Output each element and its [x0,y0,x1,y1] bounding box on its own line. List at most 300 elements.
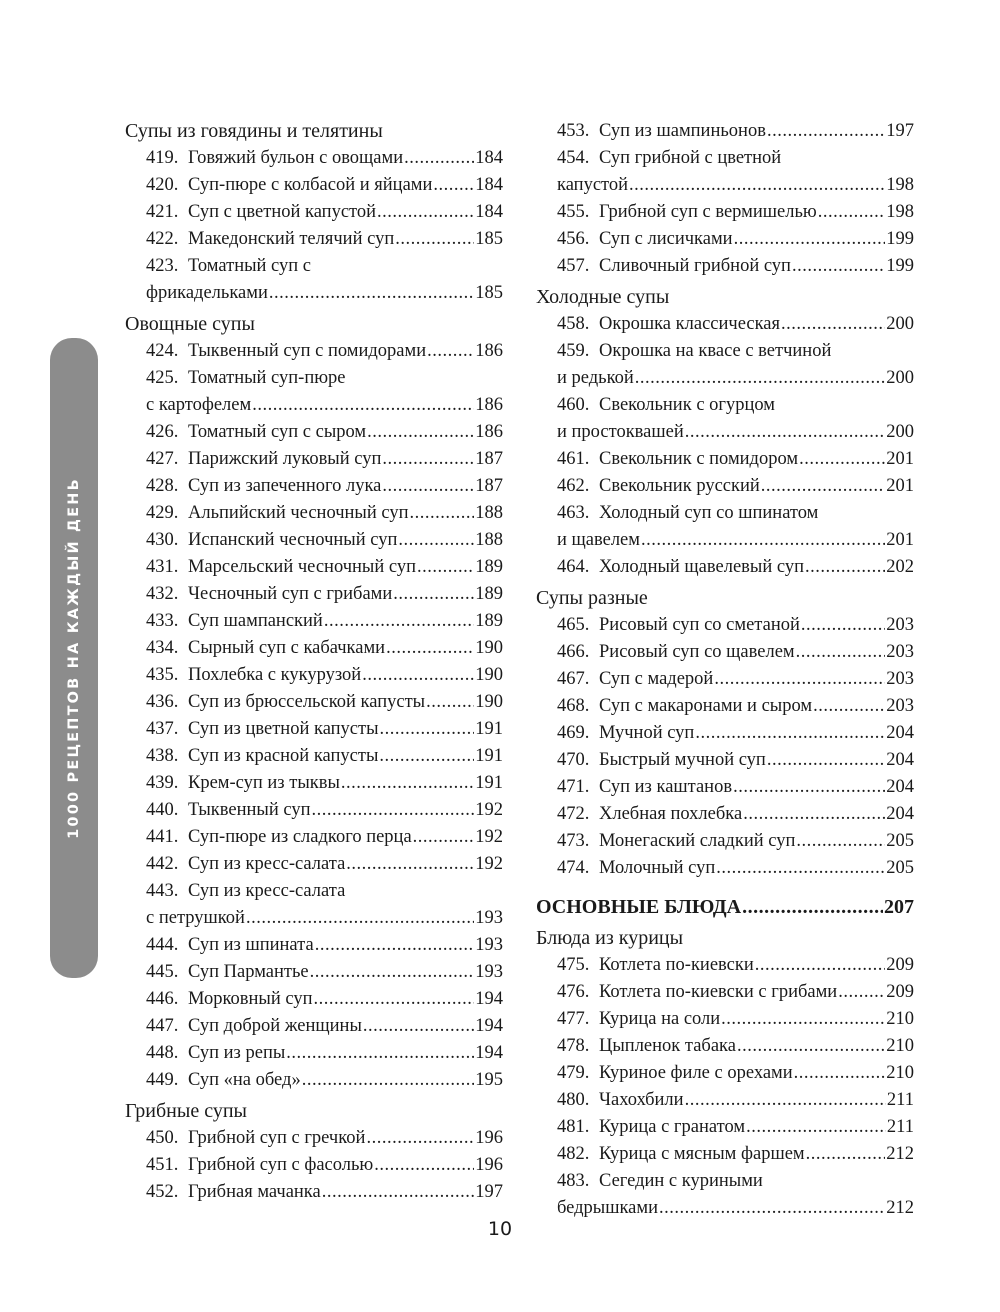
recipe-number: 443. [146,881,179,901]
page-ref: 188 [475,530,503,550]
toc-entry-line [146,716,503,743]
dot-leader [433,172,474,199]
recipe-number: 475. [557,955,590,975]
toc-entry [536,253,914,280]
recipe-title-continuation: и редькой [557,368,634,388]
toc-entry [125,419,503,446]
page-ref: 203 [886,669,914,689]
dot-leader [695,720,885,747]
recipe-number: 467. [557,669,590,689]
recipe-title: Парижский луковый суп [188,449,382,469]
recipe-number: 436. [146,692,179,712]
page-ref: 190 [475,665,503,685]
recipe-number: 466. [557,642,590,662]
recipe-number: 474. [557,858,590,878]
toc-entry [536,979,914,1006]
recipe-title-continuation: и простоквашей [557,422,684,442]
page-ref: 195 [475,1070,503,1090]
dot-leader [393,581,474,608]
toc-entry-line [557,774,914,801]
recipe-title: Свекольник русский [599,476,760,496]
recipe-title: Суп-пюре из сладкого перца [188,827,412,847]
side-tab [50,338,98,978]
dot-leader [404,145,474,172]
dot-leader [377,199,474,226]
toc-entry-line [557,855,914,882]
toc-entry [125,500,503,527]
toc-entry-line [146,824,503,851]
recipe-number: 458. [557,314,590,334]
page-ref: 201 [886,449,914,469]
chapter-title: ОСНОВНЫЕ БЛЮДА [536,896,742,918]
toc-entry [125,743,503,770]
recipe-number: 457. [557,256,590,276]
section-heading: Супы из говядины и телятины [125,120,383,142]
page-ref: 186 [475,422,503,442]
page-ref: 188 [475,503,503,523]
dot-leader [796,639,886,666]
dot-leader [767,118,885,145]
recipe-number: 442. [146,854,179,874]
recipe-number: 423. [146,256,179,276]
toc-entry-line [146,635,503,662]
recipe-number: 421. [146,202,179,222]
page-ref: 203 [886,642,914,662]
recipe-number: 432. [146,584,179,604]
page-ref: 190 [475,638,503,658]
toc-entry-line [146,253,503,280]
toc-entry [536,639,914,666]
toc-entry [125,1125,503,1152]
toc-entry [125,172,503,199]
toc-entry [125,986,503,1013]
recipe-number: 480. [557,1090,590,1110]
toc-entry-line [557,392,914,419]
dot-leader [761,473,885,500]
recipe-number: 476. [557,982,590,1002]
toc-entry [536,801,914,828]
toc-entry-line [557,1006,914,1033]
toc-entry [536,1114,914,1141]
recipe-number: 483. [557,1171,590,1191]
dot-leader [380,716,475,743]
toc-entry [125,554,503,581]
recipe-title: Свекольник с помидором [599,449,799,469]
toc-column-left [125,118,503,1206]
toc-entry [536,1168,914,1222]
toc-entry-line [146,172,503,199]
page-ref: 203 [886,696,914,716]
toc-entry-line [557,500,914,527]
recipe-number: 439. [146,773,179,793]
toc-entry-line [146,1125,503,1152]
toc-entry [125,199,503,226]
page-ref: 199 [886,256,914,276]
recipe-number: 464. [557,557,590,577]
dot-leader [746,1114,886,1141]
recipe-number: 420. [146,175,179,195]
dot-leader [743,801,885,828]
dot-leader [366,1125,474,1152]
dot-leader [386,635,474,662]
toc-entry-line [146,527,503,554]
toc-entry-line [557,419,914,446]
page-ref: 186 [475,395,503,415]
toc-entry [536,1087,914,1114]
recipe-title: Крем-суп из тыквы [188,773,340,793]
recipe-number: 454. [557,148,590,168]
toc-entry-line [146,554,503,581]
page-ref: 210 [886,1036,914,1056]
recipe-number: 437. [146,719,179,739]
dot-leader [801,612,885,639]
recipe-number: 445. [146,962,179,982]
page-ref: 187 [475,449,503,469]
recipe-title-continuation: фрикадельками [146,283,268,303]
page-ref: 191 [475,773,503,793]
toc-entry-line [557,828,914,855]
page-ref: 204 [886,750,914,770]
dot-leader [714,666,885,693]
dot-leader [346,851,474,878]
recipe-number: 460. [557,395,590,415]
recipe-title: Суп из красной капусты [188,746,379,766]
recipe-title: Суп-пюре с колбасой и яйцами [188,175,433,195]
recipe-number: 478. [557,1036,590,1056]
dot-leader [367,419,474,446]
recipe-title: Холодный щавелевый суп [599,557,804,577]
recipe-number: 441. [146,827,179,847]
recipe-title: Суп из кресс-салата [188,854,346,874]
toc-entry-line [146,581,503,608]
recipe-number: 468. [557,696,590,716]
page-ref: 189 [475,557,503,577]
recipe-title: Томатный суп с [188,256,312,276]
recipe-number: 479. [557,1063,590,1083]
toc-entry [536,720,914,747]
recipe-number: 450. [146,1128,179,1148]
recipe-title: Котлета по-киевски [599,955,754,975]
page-ref: 211 [886,1117,914,1137]
toc-entry [536,666,914,693]
section-heading: Супы разные [536,587,648,609]
recipe-number: 434. [146,638,179,658]
recipe-title: Суп с макаронами и сыром [599,696,813,716]
toc-entry-line [557,612,914,639]
recipe-title-continuation: капустой [557,175,629,195]
dot-leader [734,226,886,253]
dot-leader [379,743,474,770]
recipe-number: 453. [557,121,590,141]
toc-entry-line [557,172,914,199]
dot-leader [314,986,475,1013]
chapter-heading [536,894,914,921]
toc-entry-line [146,608,503,635]
toc-entry-line [557,473,914,500]
dot-leader [322,1179,475,1206]
recipe-title: Суп с цветной капустой [188,202,377,222]
toc-entry-line [557,446,914,473]
dot-leader [395,226,474,253]
recipe-number: 419. [146,148,179,168]
page-ref: 186 [475,341,503,361]
recipe-title: Суп грибной с цветной [599,148,782,168]
toc-entry [125,1067,503,1094]
recipe-number: 481. [557,1117,590,1137]
recipe-title: Курица на соли [599,1009,721,1029]
recipe-number: 440. [146,800,179,820]
page-ref: 185 [475,283,503,303]
toc-entry [125,145,503,172]
toc-entry [536,747,914,774]
toc-entry [125,1013,503,1040]
recipe-title: Монегаский сладкий суп [599,831,796,851]
dot-leader [362,662,474,689]
recipe-title: Чесночный суп с грибами [188,584,393,604]
page-ref: 190 [475,692,503,712]
page-ref: 211 [886,1090,914,1110]
page-ref: 197 [475,1182,503,1202]
dot-leader [427,338,474,365]
toc-entry [536,446,914,473]
toc-entry-line [146,419,503,446]
toc-entry-line [146,338,503,365]
page-ref: 189 [475,584,503,604]
recipe-number: 433. [146,611,179,631]
page-ref: 210 [886,1009,914,1029]
toc-entry [125,662,503,689]
toc-entry-line [557,693,914,720]
recipe-title: Суп с мадерой [599,669,714,689]
toc-entry [125,716,503,743]
recipe-number: 448. [146,1043,179,1063]
toc-entry-line [146,145,503,172]
toc-entry-line [557,118,914,145]
recipe-number: 465. [557,615,590,635]
toc-entry [125,635,503,662]
recipe-title: Грибная мачанка [188,1182,321,1202]
recipe-title: Окрошка на квасе с ветчиной [599,341,832,361]
dot-leader [398,527,474,554]
toc-entry-line [146,500,503,527]
recipe-number: 449. [146,1070,179,1090]
dot-leader [742,894,883,921]
toc-entry-line [146,743,503,770]
recipe-number: 461. [557,449,590,469]
recipe-number: 455. [557,202,590,222]
section-heading: Грибные супы [125,1100,247,1122]
toc-entry [536,952,914,979]
toc-entry [536,1006,914,1033]
dot-leader [716,855,885,882]
toc-entry-line [557,554,914,581]
recipe-number: 482. [557,1144,590,1164]
recipe-title: Морковный суп [188,989,313,1009]
page-ref: 191 [475,719,503,739]
recipe-title: Рисовый суп со щавелем [599,642,795,662]
recipe-title: Тыквенный суп [188,800,311,820]
recipe-title-continuation: бедрышками [557,1198,659,1218]
recipe-title: Суп из запеченного лука [188,476,382,496]
toc-entry [125,473,503,500]
page-ref: 200 [886,314,914,334]
toc-entry [125,797,503,824]
toc-entry [536,828,914,855]
recipe-title: Грибной суп с фасолью [188,1155,374,1175]
toc-entry [125,446,503,473]
toc-entry-line [557,199,914,226]
toc-entry [536,199,914,226]
recipe-title: Цыпленок табака [599,1036,736,1056]
recipe-number: 444. [146,935,179,955]
recipe-number: 430. [146,530,179,550]
recipe-title: Сегедин с куриными [599,1171,763,1191]
toc-entry-line [557,952,914,979]
dot-leader [721,1006,885,1033]
page-ref: 204 [886,804,914,824]
recipe-title: Томатный суп-пюре [188,368,346,388]
dot-leader [426,689,474,716]
dot-leader [685,1087,886,1114]
page-ref: 197 [886,121,914,141]
recipe-number: 446. [146,989,179,1009]
recipe-number: 477. [557,1009,590,1029]
page-ref: 201 [886,530,914,550]
toc-entry [536,1141,914,1168]
dot-leader [781,311,885,338]
page-ref: 189 [475,611,503,631]
toc-entry-line [146,770,503,797]
recipe-title: Испанский чесночный суп [188,530,398,550]
dot-leader [252,392,474,419]
dot-leader [767,747,885,774]
page-ref: 194 [475,1043,503,1063]
recipe-title: Сливочный грибной суп [599,256,791,276]
recipe-title: Суп из шпината [188,935,314,955]
recipe-title: Котлета по-киевски с грибами [599,982,838,1002]
toc-entry-line [146,473,503,500]
page-ref: 198 [886,175,914,195]
dot-leader [794,1060,886,1087]
dot-leader [410,500,475,527]
toc-entry [125,824,503,851]
page-ref: 192 [475,827,503,847]
toc-entry-line [146,1013,503,1040]
recipe-number: 473. [557,831,590,851]
recipe-number: 462. [557,476,590,496]
recipe-title: Курица с гранатом [599,1117,746,1137]
recipe-title: Хлебная похлебка [599,804,743,824]
page-ref: 201 [886,476,914,496]
toc-entry-line [557,1087,914,1114]
toc-entry [125,365,503,419]
toc-entry-line [146,959,503,986]
page-number: 10 [487,1218,513,1240]
toc-entry [125,253,503,307]
dot-leader [813,693,885,720]
toc-entry [536,693,914,720]
recipe-number: 426. [146,422,179,442]
toc-entry [536,473,914,500]
recipe-number: 452. [146,1182,179,1202]
dot-leader [382,473,474,500]
toc-entry [125,527,503,554]
recipe-title-continuation: с петрушкой [146,908,245,928]
recipe-number: 472. [557,804,590,824]
page-ref: 194 [475,989,503,1009]
toc-entry [536,392,914,446]
toc-entry-line [557,1141,914,1168]
toc-entry-line [146,1179,503,1206]
page-ref: 196 [475,1128,503,1148]
dot-leader [341,770,474,797]
toc-entry [536,1060,914,1087]
toc-entry-line [557,527,914,554]
recipe-title: Марсельский чесночный суп [188,557,416,577]
toc-entry-line [146,1067,503,1094]
toc-entry [536,855,914,882]
toc-entry-line [557,338,914,365]
toc-entry-line [557,720,914,747]
recipe-number: 470. [557,750,590,770]
toc-entry [536,774,914,801]
toc-entry [125,1179,503,1206]
dot-leader [413,824,475,851]
toc-entry-line [146,1040,503,1067]
page-ref: 202 [886,557,914,577]
toc-entry [125,226,503,253]
recipe-title: Суп из кресс-салата [188,881,346,901]
toc-entry-line [557,311,914,338]
recipe-title: Похлебка с кукурузой [188,665,362,685]
page-ref: 205 [886,831,914,851]
toc-entry-line [146,199,503,226]
toc-entry [125,851,503,878]
recipe-title: Сырный суп с кабачками [188,638,386,658]
recipe-number: 428. [146,476,179,496]
toc-column-right [536,118,914,1222]
recipe-number: 422. [146,229,179,249]
toc-entry [536,612,914,639]
page-ref: 193 [475,908,503,928]
toc-entry [125,932,503,959]
recipe-title: Суп «на обед» [188,1070,301,1090]
recipe-title: Альпийский чесночный суп [188,503,409,523]
page-ref: 184 [475,148,503,168]
recipe-title: Рисовый суп со сметаной [599,615,800,635]
dot-leader [310,959,475,986]
page-ref: 204 [886,723,914,743]
dot-leader [792,253,885,280]
recipe-title: Быстрый мучной суп [599,750,766,770]
recipe-number: 471. [557,777,590,797]
toc-entry-line [146,662,503,689]
toc-entry [125,608,503,635]
section-heading: Холодные супы [536,286,670,308]
recipe-title: Суп из шампиньонов [599,121,766,141]
recipe-number: 424. [146,341,179,361]
recipe-number: 469. [557,723,590,743]
toc-entry-line [146,932,503,959]
recipe-number: 429. [146,503,179,523]
dot-leader [685,419,886,446]
dot-leader [417,554,474,581]
toc-entry [536,311,914,338]
recipe-title: Суп Пармантье [188,962,309,982]
dot-leader [838,979,885,1006]
toc-entry [536,145,914,199]
page-ref: 184 [475,175,503,195]
